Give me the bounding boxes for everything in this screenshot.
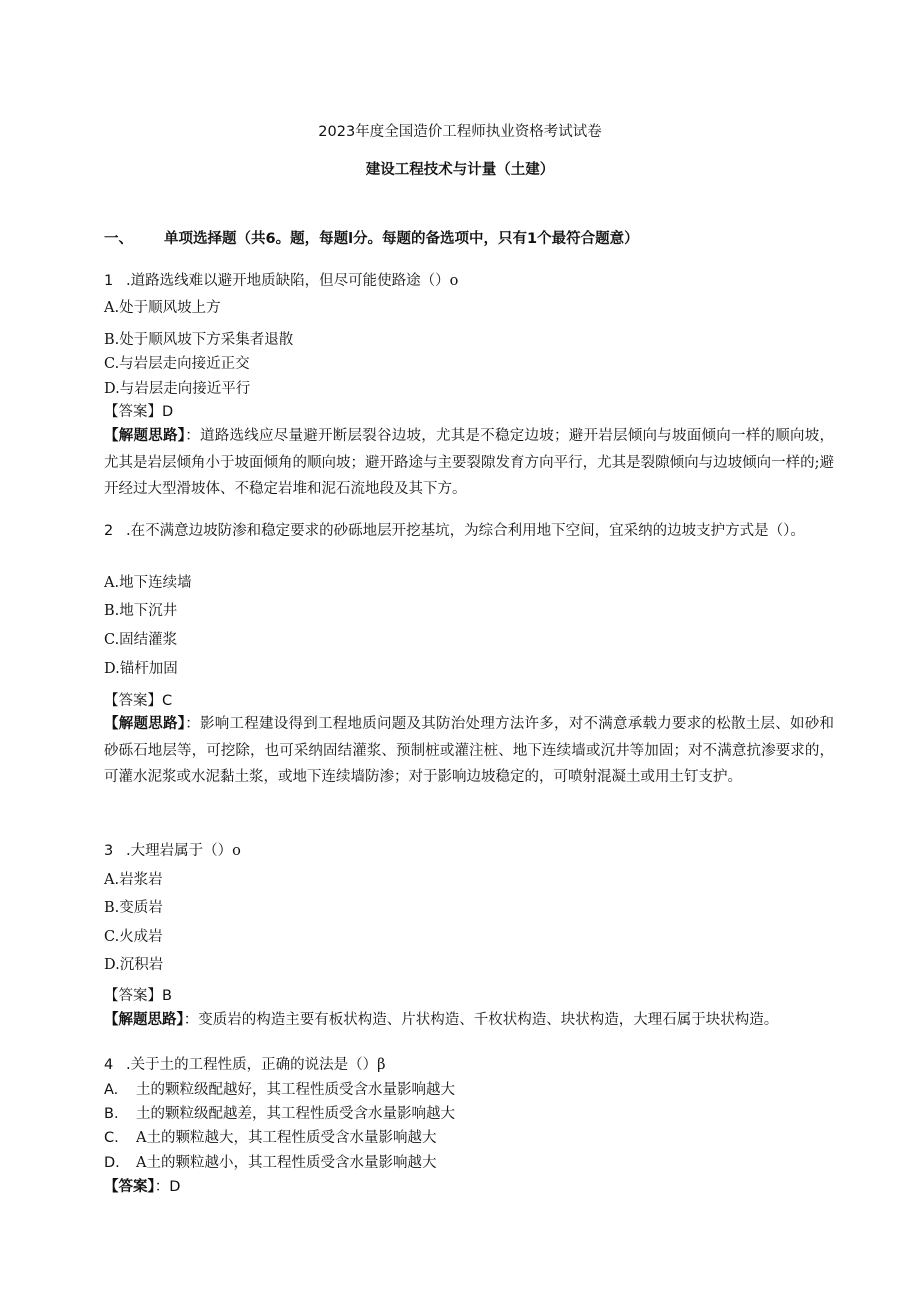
question-stem: 1 .道路选线难以避开地质缺陷，但尽可能使路途（）o: [104, 273, 459, 289]
question-stem: 4 .关于土的工程性质，正确的说法是（）β: [104, 1057, 386, 1073]
section-title: 单项选择题（共6。题，每题l分。每题的备选项中，只有1个最符合题意）: [164, 231, 639, 247]
question-stem: 2 .在不满意边坡防渗和稳定要求的砂砾地层开挖基坑，为综合利用地下空间，宜采纳的边坡支护方式是（）。: [104, 518, 834, 545]
question-number: 2: [104, 523, 114, 539]
option-b: B.变质岩: [104, 900, 163, 916]
answer: 【答案】B: [104, 988, 172, 1004]
analysis: 【解题思路】：影响工程建设得到工程地质问题及其防治处理方法许多，对不满意承载力要求的松散土层、如砂和砂砾石地层等，可挖除，也可采纳固结灌浆、预制桩或灌注桩、地下连续墙或沉井等加固；对不满意抗渗要求的，可灌水泥浆或水泥黏土浆，或地下连续墙防渗；对于影响边坡稳定的，可喷射混凝土或用土钉支护。: [104, 715, 834, 785]
analysis: 【解题思路】：变质岩的构造主要有板状构造、片状构造、千枚状构造、块状构造，大理石属于块状构造。: [104, 1011, 779, 1028]
option-b: B.处于顺风坡下方采集者退散: [104, 332, 294, 348]
answer: 【答案】：D: [104, 1178, 181, 1195]
section-number: 一、: [104, 231, 133, 247]
option-b: B. 土的颗粒级配越差，其工程性质受含水量影响越大: [104, 1106, 455, 1122]
question-number: 1: [104, 273, 114, 289]
option-c: C.固结灌浆: [104, 632, 178, 648]
answer: 【答案】D: [104, 404, 174, 420]
document-subtitle: 建设工程技术与计量（土建）: [365, 162, 555, 178]
analysis: 【解题思路】：道路选线应尽量避开断层裂谷边坡，尤其是不稳定边坡；避开岩层倾向与坡面倾向一样的顺向坡，尤其是岩层倾角小于坡面倾角的顺向坡；避开路途与主要裂隙发育方向平行，尤其是裂隙倾向与边坡倾向一样的;避开经过大型滑坡体、不稳定岩堆和泥石流地段及其下方。: [104, 427, 834, 497]
option-a: A.处于顺风坡上方: [104, 300, 221, 316]
option-d: D.沉积岩: [104, 957, 164, 973]
option-d: D.锚杆加固: [104, 661, 178, 677]
question-stem: 3 .大理岩属于（）o: [104, 843, 241, 859]
option-a: A.地下连续墙: [104, 575, 192, 591]
option-c: C.火成岩: [104, 929, 163, 945]
analysis-label: 【解题思路】: [104, 427, 186, 444]
answer: 【答案】C: [104, 693, 173, 709]
option-d: D.与岩层走向接近平行: [104, 381, 251, 397]
option-d: D. A土的颗粒越小，其工程性质受含水量影响越大: [104, 1155, 437, 1171]
section-heading: [104, 227, 639, 248]
option-c: C. A土的颗粒越大，其工程性质受含水量影响越大: [104, 1130, 437, 1146]
analysis-label: 【解题思路】: [104, 715, 186, 732]
document-title: 2023年度全国造价工程师执业资格考试试卷: [318, 124, 602, 140]
option-a: A.岩浆岩: [104, 872, 163, 888]
question-number: 3: [104, 843, 114, 859]
question-number: 4: [104, 1057, 114, 1073]
option-a: A. 土的颗粒级配越好，其工程性质受含水量影响越大: [104, 1082, 455, 1098]
option-b: B.地下沉井: [104, 603, 178, 619]
analysis-label: 【解题思路】: [104, 1011, 184, 1028]
option-c: C.与岩层走向接近正交: [104, 356, 250, 372]
